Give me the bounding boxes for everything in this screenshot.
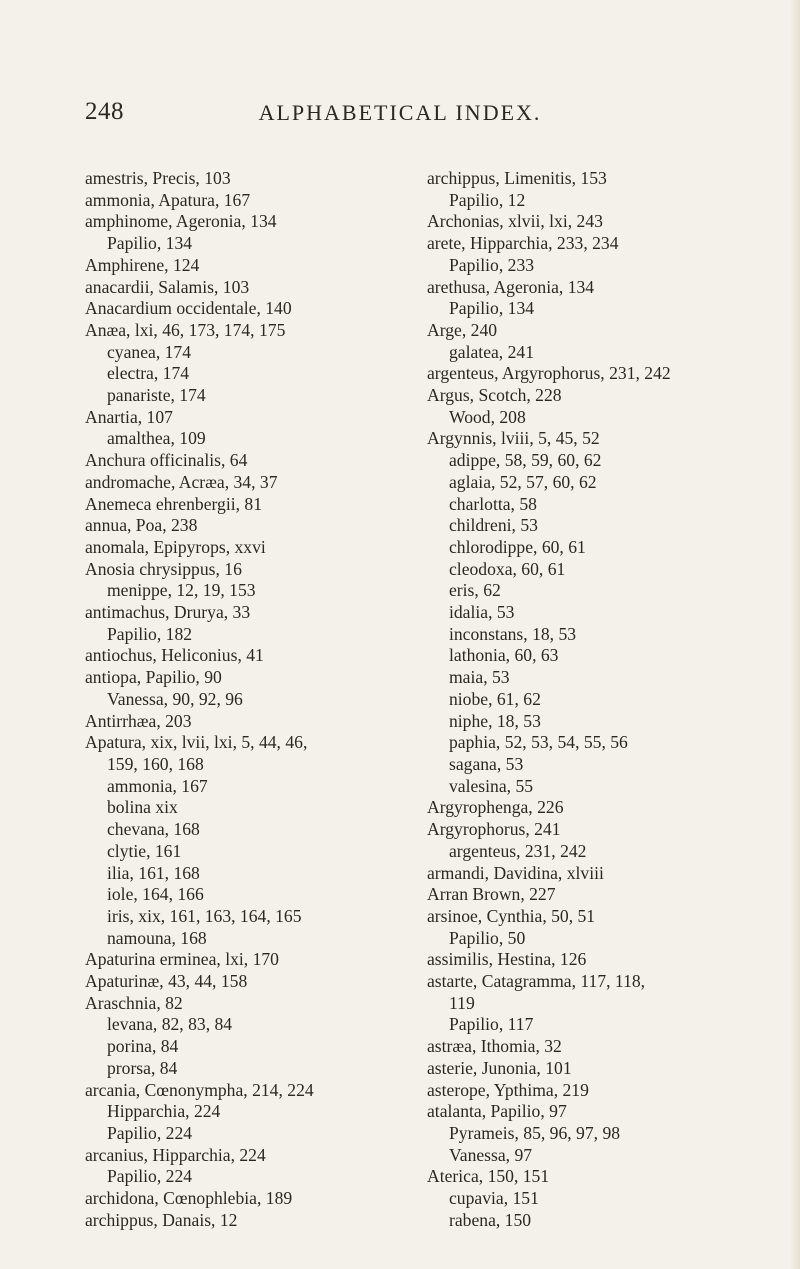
index-entry: armandi, Davidina, xlviii [427,862,604,883]
index-entry: Apatura, xix, lvii, lxi, 5, 44, 46, [85,732,308,753]
index-subentry: chlorodippe, 60, 61 [449,536,586,557]
index-subentry: amalthea, 109 [107,428,206,449]
index-subentry: panariste, 174 [107,385,206,406]
index-entry: astræa, Ithomia, 32 [427,1036,562,1057]
index-subentry: Vanessa, 90, 92, 96 [107,688,243,709]
index-entry: asterope, Ypthima, 219 [427,1079,589,1100]
index-entry: arethusa, Ageronia, 134 [427,276,595,297]
index-entry: Argus, Scotch, 228 [427,385,562,406]
index-entry: archippus, Limenitis, 153 [427,168,607,188]
index-entry: antiochus, Heliconius, 41 [85,645,264,666]
index-entry: asterie, Junonia, 101 [427,1057,572,1078]
index-entry: amphinome, Ageronia, 134 [85,211,277,232]
index-subentry: Papilio, 233 [449,254,535,275]
index-entry: Anartia, 107 [85,406,173,427]
index-entry: Anemeca ehrenbergii, 81 [85,493,263,514]
index-subentry: Papilio, 134 [449,298,535,319]
index-entry: antimachus, Drurya, 33 [85,602,251,623]
index-entry: anomala, Epipyrops, xxvi [85,536,266,557]
index-subentry: adippe, 58, 59, 60, 62 [449,450,602,471]
index-entry: arcanius, Hipparchia, 224 [85,1144,266,1165]
index-subentry: Papilio, 224 [107,1122,193,1143]
index-subentry: inconstans, 18, 53 [449,623,577,644]
index-subentry: paphia, 52, 53, 54, 55, 56 [449,732,628,753]
index-entry: Argyrophenga, 226 [427,797,564,818]
index-subentry: niphe, 18, 53 [449,710,541,731]
index-subentry: Papilio, 50 [449,927,526,948]
index-entry: archidona, Cœnophlebia, 189 [85,1188,293,1209]
index-subentry: bolina xix [107,797,178,818]
index-subentry: lathonia, 60, 63 [449,645,559,666]
index-entry: Araschnia, 82 [85,992,183,1013]
index-subentry: Papilio, 224 [107,1166,193,1187]
index-subentry: ilia, 161, 168 [107,862,200,883]
index-subentry: cleodoxa, 60, 61 [449,558,566,579]
index-entry: arete, Hipparchia, 233, 234 [427,233,619,254]
index-subentry: sagana, 53 [449,753,524,774]
index-entry: Apaturinæ, 43, 44, 158 [85,971,248,992]
index-subentry: aglaia, 52, 57, 60, 62 [449,471,597,492]
index-entry: ammonia, Apatura, 167 [85,189,251,210]
index-entry: Anchura officinalis, 64 [85,450,248,471]
index-entry: argenteus, Argyrophorus, 231, 242 [427,363,671,384]
index-entry: arsinoe, Cynthia, 50, 51 [427,905,596,926]
index-subentry: childreni, 53 [449,515,538,536]
index-entry: antiopa, Papilio, 90 [85,667,222,688]
index-subentry: cyanea, 174 [107,341,192,362]
index-subentry: Papilio, 117 [449,1014,534,1035]
index-entry: annua, Poa, 238 [85,515,198,536]
index-subentry: cupavia, 151 [449,1188,539,1209]
index-entry: Antirrhæa, 203 [85,710,192,731]
index-entry: archippus, Danais, 12 [85,1209,238,1230]
index-entry: Anæa, lxi, 46, 173, 174, 175 [85,319,286,340]
index-subentry: 159, 160, 168 [107,753,204,774]
index-entry: astarte, Catagramma, 117, 118, [427,971,646,992]
index-subentry: niobe, 61, 62 [449,688,541,709]
index-entry: arcania, Cœnonympha, 214, 224 [85,1079,314,1100]
index-subentry: idalia, 53 [449,602,515,623]
index-subentry: chevana, 168 [107,819,200,840]
index-subentry: Papilio, 134 [107,233,193,254]
index-subentry: eris, 62 [449,580,501,601]
index-column-left [85,168,405,1231]
index-subentry: galatea, 241 [449,341,534,362]
index-entry: anacardii, Salamis, 103 [85,276,250,297]
index-entry: atalanta, Papilio, 97 [427,1101,567,1122]
index-subentry: iris, xix, 161, 163, 164, 165 [107,905,302,926]
index-subentry: electra, 174 [107,363,190,384]
index-subentry: Pyrameis, 85, 96, 97, 98 [449,1122,621,1143]
index-subentry: namouna, 168 [107,927,207,948]
index-subentry: 119 [449,992,475,1013]
index-subentry: iole, 164, 166 [107,884,204,905]
index-entry: Anosia chrysippus, 16 [85,558,242,579]
index-entry: Argynnis, lviii, 5, 45, 52 [427,428,600,449]
page-header [0,92,800,132]
index-subentry: Wood, 208 [449,406,526,427]
index-entry: andromache, Acræa, 34, 37 [85,471,278,492]
index-subentry: ammonia, 167 [107,775,208,796]
page-edge-shadow [790,0,800,1269]
page-number: 248 [85,98,124,125]
index-subentry: Papilio, 12 [449,189,526,210]
index-entry: Amphirene, 124 [85,254,200,275]
index-entry: Archonias, xlvii, lxi, 243 [427,211,603,232]
index-column-right [427,168,797,1231]
index-entry: amestris, Precis, 103 [85,168,231,188]
index-subentry: Vanessa, 97 [449,1144,533,1165]
running-title: ALPHABETICAL INDEX. [258,100,542,125]
index-subentry: argenteus, 231, 242 [449,840,587,861]
index-entry: Argyrophorus, 241 [427,819,561,840]
index-subentry: clytie, 161 [107,840,182,861]
index-subentry: porina, 84 [107,1036,179,1057]
index-subentry: menippe, 12, 19, 153 [107,580,256,601]
index-subentry: Papilio, 182 [107,623,193,644]
index-subentry: levana, 82, 83, 84 [107,1014,233,1035]
index-subentry: maia, 53 [449,667,510,688]
index-subentry: valesina, 55 [449,775,534,796]
index-entry: Anacardium occidentale, 140 [85,298,292,319]
index-subentry: rabena, 150 [449,1209,532,1230]
index-subentry: prorsa, 84 [107,1057,178,1078]
index-subentry: charlotta, 58 [449,493,537,514]
index-entry: Arran Brown, 227 [427,884,556,905]
index-entry: assimilis, Hestina, 126 [427,949,587,970]
index-subentry: Hipparchia, 224 [107,1101,221,1122]
index-entry: Arge, 240 [427,319,498,340]
index-entry: Aterica, 150, 151 [427,1166,550,1187]
index-entry: Apaturina erminea, lxi, 170 [85,949,279,970]
